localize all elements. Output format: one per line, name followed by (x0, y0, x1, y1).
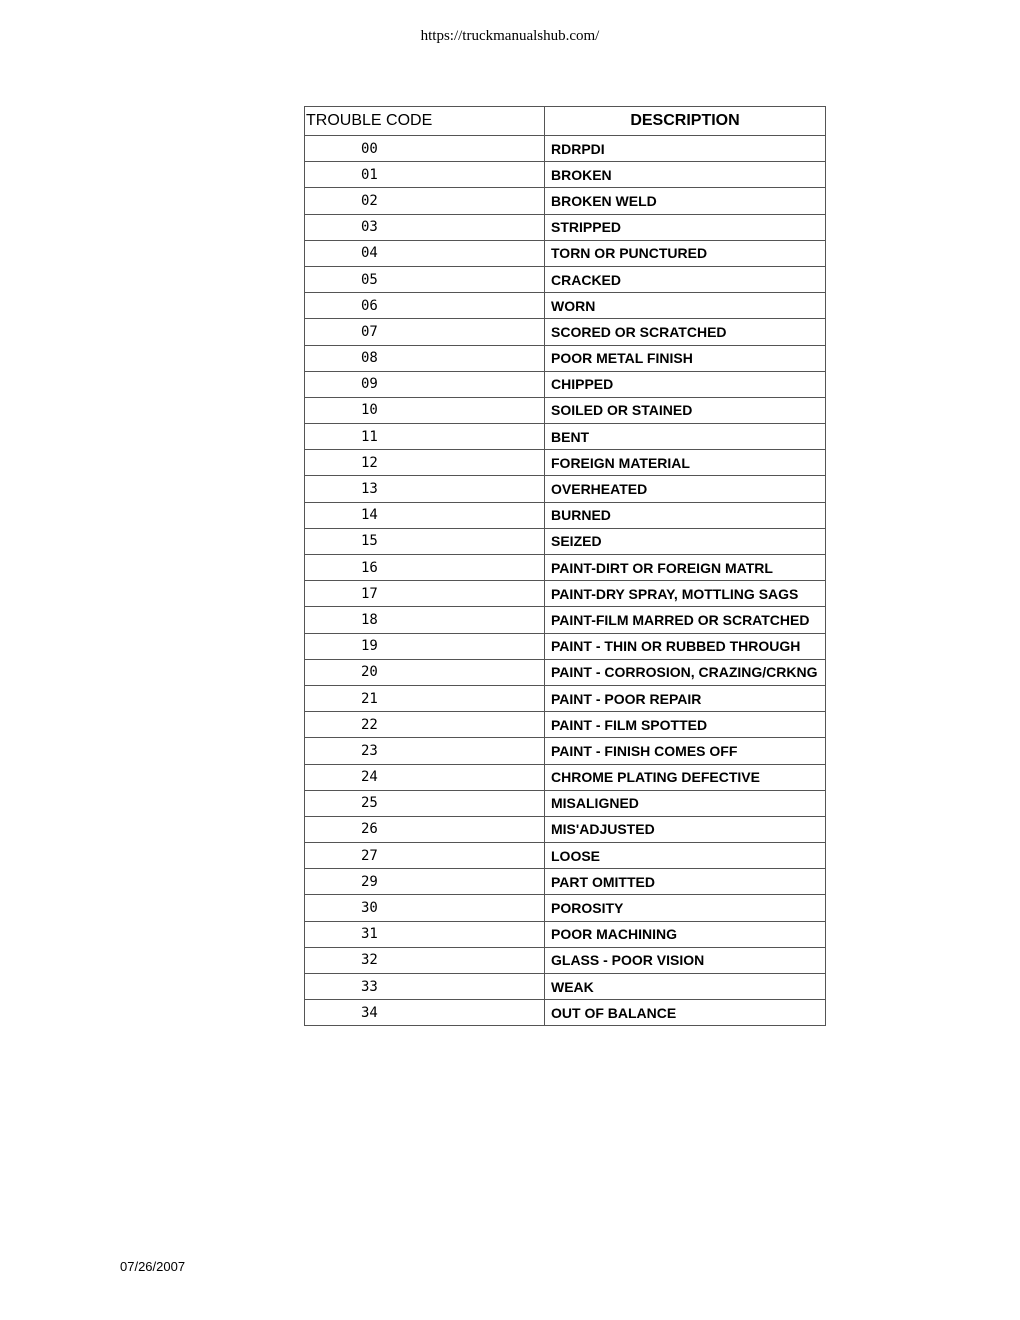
description-cell: PAINT - FILM SPOTTED (545, 712, 826, 738)
trouble-code-cell: 34 (305, 1000, 545, 1026)
trouble-code-cell: 30 (305, 895, 545, 921)
description-cell: PAINT - POOR REPAIR (545, 686, 826, 712)
description-cell: SOILED OR STAINED (545, 398, 826, 424)
description-cell: RDRPDI (545, 136, 826, 162)
trouble-code-cell: 05 (305, 267, 545, 293)
trouble-code-cell: 23 (305, 738, 545, 764)
description-cell: POROSITY (545, 895, 826, 921)
table-row (305, 529, 826, 555)
description-cell: WORN (545, 293, 826, 319)
description-cell: PAINT - FINISH COMES OFF (545, 738, 826, 764)
table-row (305, 765, 826, 791)
description-cell: LOOSE (545, 843, 826, 869)
trouble-code-cell: 22 (305, 712, 545, 738)
trouble-code-cell: 25 (305, 791, 545, 817)
description-cell: MIS'ADJUSTED (545, 817, 826, 843)
description-cell: PAINT-DIRT OR FOREIGN MATRL (545, 555, 826, 581)
trouble-code-cell: 18 (305, 607, 545, 633)
trouble-code-cell: 21 (305, 686, 545, 712)
table-row (305, 188, 826, 214)
description-cell: OVERHEATED (545, 476, 826, 502)
description-cell: POOR MACHINING (545, 922, 826, 948)
table-row (305, 398, 826, 424)
page-header-url: https://truckmanualshub.com/ (420, 28, 600, 44)
table-row (305, 738, 826, 764)
description-cell: BENT (545, 424, 826, 450)
trouble-code-cell: 06 (305, 293, 545, 319)
description-cell: CHROME PLATING DEFECTIVE (545, 765, 826, 791)
description-cell: BROKEN WELD (545, 188, 826, 214)
table-row (305, 607, 826, 633)
description-cell: PAINT - CORROSION, CRAZING/CRKNG (545, 660, 826, 686)
trouble-code-cell: 16 (305, 555, 545, 581)
trouble-code-cell: 19 (305, 634, 545, 660)
table-row (305, 581, 826, 607)
column-header-code: TROUBLE CODE (305, 107, 545, 136)
description-cell: SEIZED (545, 529, 826, 555)
table-row (305, 895, 826, 921)
trouble-code-table (304, 106, 826, 1026)
trouble-code-cell: 15 (305, 529, 545, 555)
table-body (305, 136, 826, 1026)
table-row (305, 948, 826, 974)
table-row (305, 319, 826, 345)
table-row (305, 346, 826, 372)
table-row (305, 686, 826, 712)
description-cell: CHIPPED (545, 372, 826, 398)
trouble-code-cell: 03 (305, 215, 545, 241)
table-row (305, 869, 826, 895)
table-row (305, 215, 826, 241)
table-row (305, 817, 826, 843)
trouble-code-cell: 04 (305, 241, 545, 267)
trouble-code-cell: 07 (305, 319, 545, 345)
trouble-code-cell: 33 (305, 974, 545, 1000)
trouble-code-cell: 01 (305, 162, 545, 188)
table-row (305, 634, 826, 660)
trouble-code-cell: 27 (305, 843, 545, 869)
trouble-code-cell: 08 (305, 346, 545, 372)
table-row (305, 424, 826, 450)
description-cell: STRIPPED (545, 215, 826, 241)
trouble-code-cell: 17 (305, 581, 545, 607)
trouble-code-cell: 12 (305, 450, 545, 476)
trouble-code-cell: 11 (305, 424, 545, 450)
description-cell: PAINT-FILM MARRED OR SCRATCHED (545, 607, 826, 633)
description-cell: POOR METAL FINISH (545, 346, 826, 372)
table-row (305, 1000, 826, 1026)
description-cell: PAINT-DRY SPRAY, MOTTLING SAGS (545, 581, 826, 607)
description-cell: PAINT - THIN OR RUBBED THROUGH (545, 634, 826, 660)
footer-date: 07/26/2007 (120, 1259, 186, 1274)
description-cell: MISALIGNED (545, 791, 826, 817)
table-row (305, 791, 826, 817)
trouble-code-cell: 00 (305, 136, 545, 162)
trouble-code-cell: 31 (305, 922, 545, 948)
table-row (305, 267, 826, 293)
trouble-code-cell: 24 (305, 765, 545, 791)
column-header-description: DESCRIPTION (545, 107, 826, 136)
description-cell: BURNED (545, 503, 826, 529)
table-row (305, 712, 826, 738)
table-header-row (305, 107, 826, 136)
trouble-code-cell: 10 (305, 398, 545, 424)
table-row (305, 136, 826, 162)
description-cell: SCORED OR SCRATCHED (545, 319, 826, 345)
description-cell: WEAK (545, 974, 826, 1000)
table-row (305, 555, 826, 581)
trouble-code-cell: 14 (305, 503, 545, 529)
description-cell: GLASS - POOR VISION (545, 948, 826, 974)
table-row (305, 372, 826, 398)
table-row (305, 293, 826, 319)
table-row (305, 660, 826, 686)
trouble-code-cell: 09 (305, 372, 545, 398)
description-cell: OUT OF BALANCE (545, 1000, 826, 1026)
trouble-code-cell: 20 (305, 660, 545, 686)
trouble-code-cell: 26 (305, 817, 545, 843)
description-cell: BROKEN (545, 162, 826, 188)
table-row (305, 476, 826, 502)
trouble-code-cell: 13 (305, 476, 545, 502)
description-cell: CRACKED (545, 267, 826, 293)
description-cell: FOREIGN MATERIAL (545, 450, 826, 476)
trouble-code-cell: 02 (305, 188, 545, 214)
table-row (305, 450, 826, 476)
trouble-code-cell: 32 (305, 948, 545, 974)
table-row (305, 162, 826, 188)
trouble-code-cell: 29 (305, 869, 545, 895)
description-cell: TORN OR PUNCTURED (545, 241, 826, 267)
table-row (305, 922, 826, 948)
table-row (305, 843, 826, 869)
table-row (305, 503, 826, 529)
description-cell: PART OMITTED (545, 869, 826, 895)
table-row (305, 241, 826, 267)
table-row (305, 974, 826, 1000)
